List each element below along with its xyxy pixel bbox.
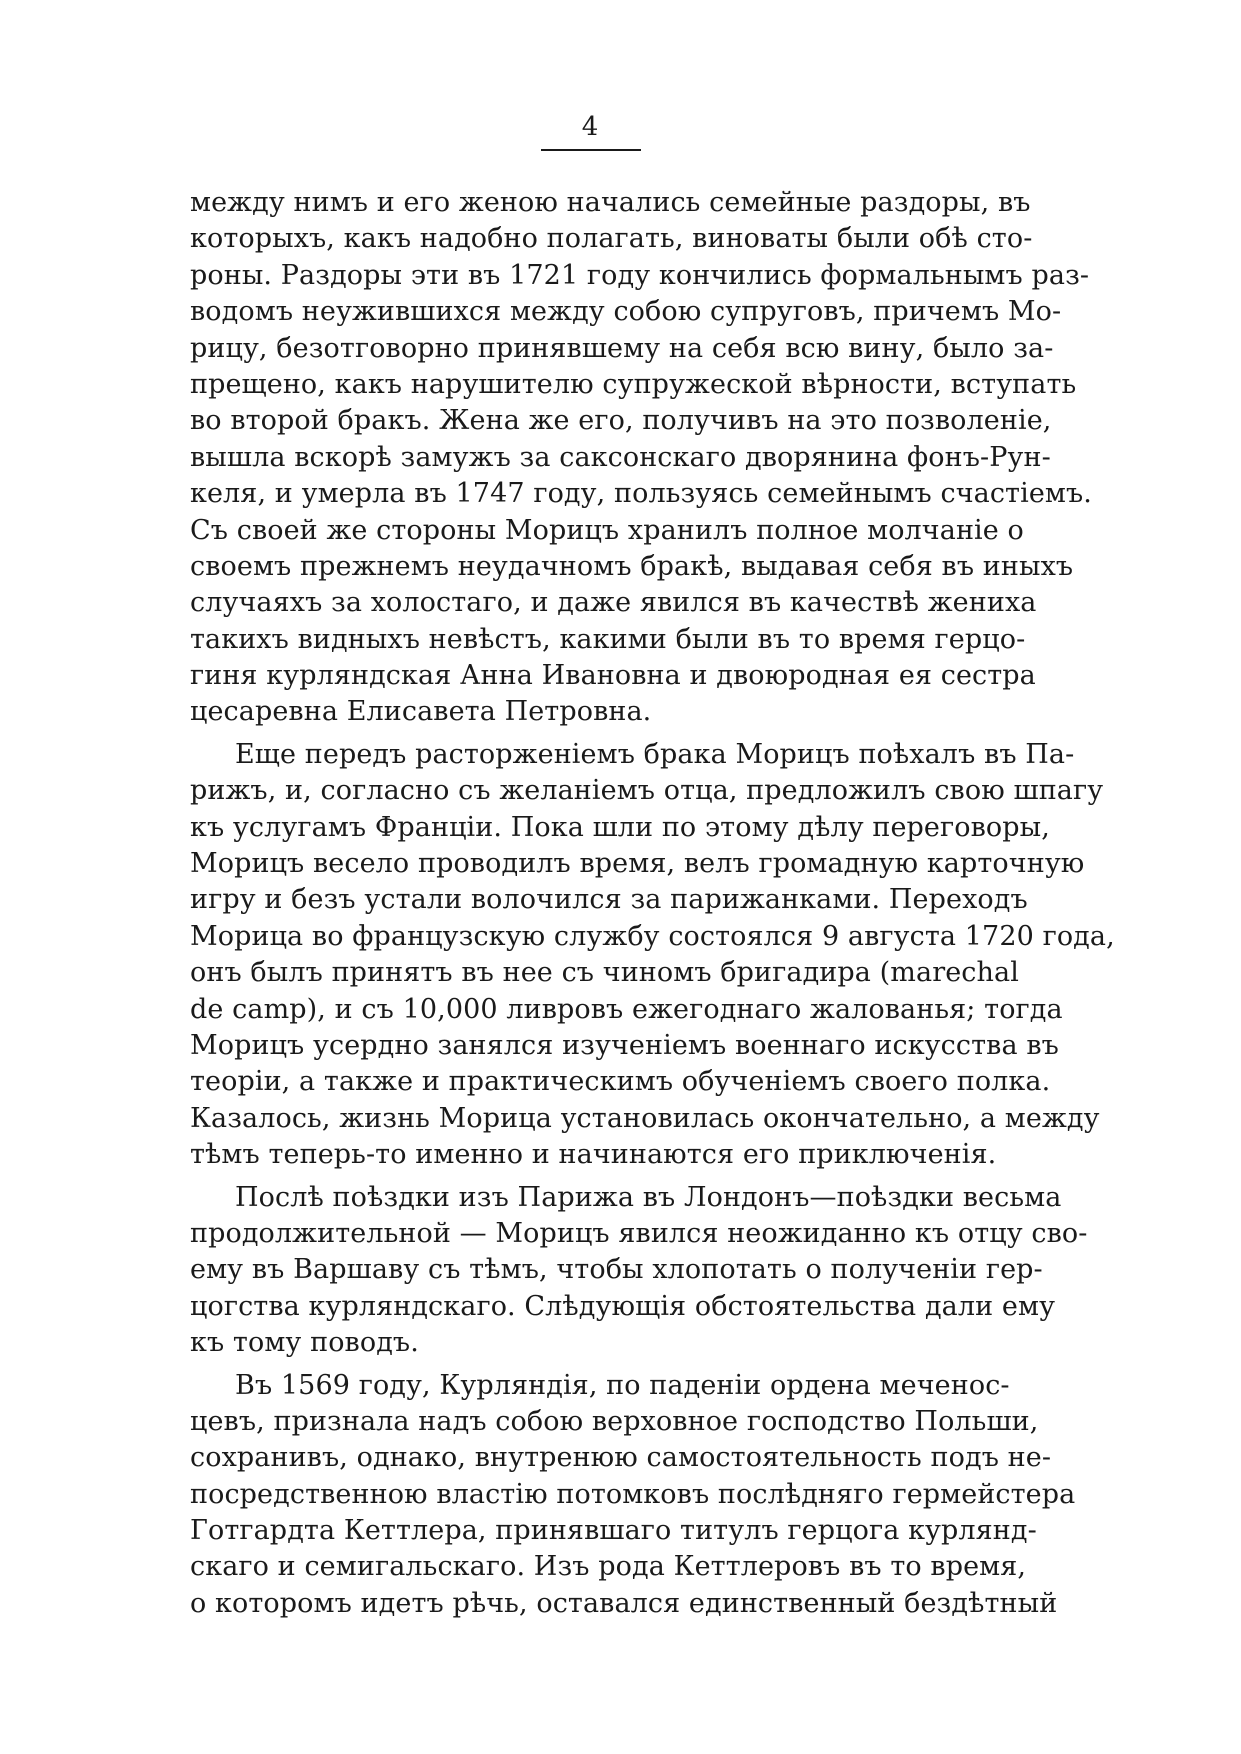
text-line: онъ былъ принятъ въ нее съ чиномъ бригадира (marechal	[190, 957, 1019, 989]
text-line: къ тому поводъ.	[190, 1327, 419, 1359]
text-line: о которомъ идетъ рѣчь, оставался единственный бездѣтный	[190, 1587, 1058, 1619]
text-line: гиня курляндская Анна Ивановна и двоюродная ея сестра	[190, 660, 1036, 692]
text-line: Въ 1569 году, Курляндія, по паденіи ордена меченос-	[235, 1369, 1010, 1401]
paragraph	[190, 1180, 1088, 1362]
paragraph	[190, 185, 1092, 731]
paragraph	[190, 737, 1115, 1174]
text-line: скаго и семигальскаго. Изъ рода Кеттлеровъ въ то время,	[190, 1551, 1027, 1583]
text-line: Готгардта Кеттлера, принявшаго титулъ герцога курлянд-	[190, 1515, 1037, 1547]
text-line: которыхъ, какъ надобно полагать, виноваты были обѣ сто-	[190, 223, 1033, 255]
text-line: Казалось, жизнь Морица установилась окончательно, а между	[190, 1102, 1100, 1134]
text-line: Морицъ весело проводилъ время, велъ громадную карточную	[190, 848, 1085, 880]
text-line: цогства курляндскаго. Слѣдующія обстоятельства дали ему	[190, 1290, 1056, 1322]
text-line: роны. Раздоры эти въ 1721 году кончились формальнымъ раз-	[190, 259, 1090, 291]
text-line: Послѣ поѣздки изъ Парижа въ Лондонъ—поѣздки весьма	[235, 1181, 1062, 1213]
page-number: 4	[581, 112, 599, 142]
text-line: къ услугамъ Франціи. Пока шли по этому дѣлу переговоры,	[190, 811, 1050, 843]
text-line: теоріи, а также и практическимъ обученіемъ своего полка.	[190, 1066, 1051, 1098]
text-line: случаяхъ за холостаго, и даже явился въ качествѣ жениха	[190, 587, 1037, 619]
text-line: прещено, какъ нарушителю супружеской вѣрности, вступать	[190, 368, 1077, 400]
text-line: такихъ видныхъ невѣстъ, какими были въ то время герцо-	[190, 623, 1026, 655]
text-line: продолжительной — Морицъ явился неожиданно къ отцу сво-	[190, 1217, 1088, 1249]
text-line: Еще передъ расторженіемъ брака Морицъ поѣхалъ въ Па-	[235, 738, 1075, 770]
text-line: вышла вскорѣ замужъ за саксонскаго дворянина фонъ-Рун-	[190, 441, 1051, 473]
text-line: тѣмъ теперь-то именно и начинаются его приключенія.	[190, 1139, 997, 1171]
text-line: келя, и умерла въ 1747 году, пользуясь семейнымъ счастіемъ.	[190, 478, 1092, 510]
paragraph	[190, 1368, 1076, 1623]
text-line: Морица во французскую службу состоялся 9 августа 1720 года,	[190, 920, 1115, 952]
text-line: рижъ, и, согласно съ желаніемъ отца, предложилъ свою шпагу	[190, 775, 1104, 807]
body-text	[190, 185, 1115, 1622]
text-line: рицу, безотговорно принявшему на себя всю вину, было за-	[190, 332, 1054, 364]
text-line: водомъ неужившихся между собою супруговъ, причемъ Мо-	[190, 296, 1062, 328]
text-line: между нимъ и его женою начались семейные раздоры, въ	[190, 187, 1031, 218]
text-line: de camp), и съ 10,000 ливровъ ежегоднаго жалованья; тогда	[190, 993, 1063, 1025]
text-line: во второй бракъ. Жена же его, получивъ на это позволеніе,	[190, 405, 1052, 437]
text-line: Морицъ усердно занялся изученіемъ военнаго искусства въ	[190, 1029, 1059, 1061]
text-line: цевъ, признала надъ собою верховное господство Польши,	[190, 1405, 1039, 1437]
text-line: цесаревна Елисавета Петровна.	[190, 696, 652, 728]
text-line: сохранивъ, однако, внутренюю самостоятельность подъ не-	[190, 1442, 1052, 1474]
text-line: своемъ прежнемъ неудачномъ бракѣ, выдавая себя въ иныхъ	[190, 550, 1074, 582]
text-line: игру и безъ устали волочился за парижанками. Переходъ	[190, 884, 1028, 916]
text-line: Съ своей же стороны Морицъ хранилъ полное молчаніе о	[190, 514, 1024, 546]
page-number-rule	[541, 149, 641, 151]
text-line: посредственною властію потомковъ послѣдняго гермейстера	[190, 1478, 1076, 1510]
text-line: ему въ Варшаву съ тѣмъ, чтобы хлопотать о полученіи гер-	[190, 1254, 1043, 1286]
